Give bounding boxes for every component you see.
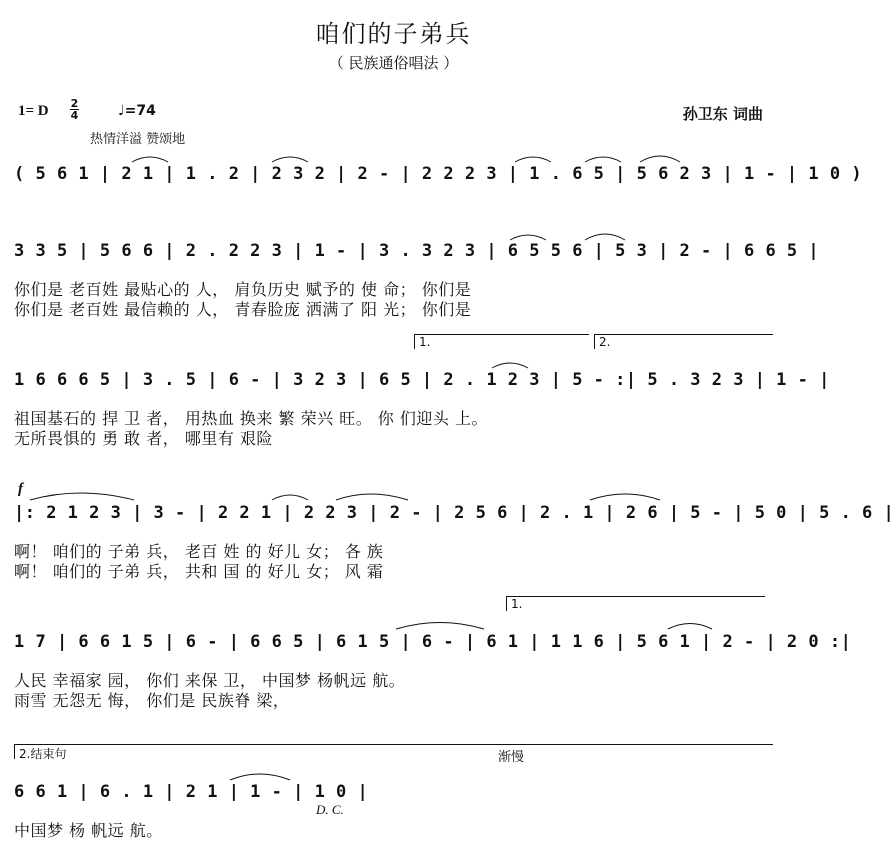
composer-credit: 孙卫东 词曲 — [682, 105, 763, 123]
volta-second: 2. — [594, 334, 773, 349]
lyric-line-2-verse-2: 你们是 老百姓 最信赖的 人， 青春脸庞 洒满了 阳 光； 你们是 — [14, 300, 472, 319]
lyric-line-5-verse-1: 人民 幸福家 园， 你们 来保 卫， 中国梦 杨帆远 航。 — [14, 671, 406, 690]
meter-top: 2 — [70, 97, 79, 110]
notation-line-2: 3 3 5 | 5 6 6 | 2 . 2 2 3 | 1 - | 3 . 3 2 3 | 6 5 5 6 | 5 3 | 2 - | 6 6 5 | — [14, 241, 820, 261]
notation-line-1: ( 5 6 1 | 2 1 | 1 . 2 | 2 3 2 | 2 - | 2 2 2 3 | 1 . 6 5 | 5 6 2 3 | 1 - | 1 0 ) — [14, 164, 863, 184]
dynamic-marking: f — [18, 481, 23, 497]
lyric-line-4-verse-1: 啊！ 咱们的 子弟 兵， 老百 姓 的 好儿 女； 各 族 — [14, 542, 384, 561]
notation-line-4: |: 2 1 2 3 | 3 - | 2 2 1 | 2 2 3 | 2 - | 2 5 6 | 2 . 1 | 2 6 | 5 - | 5 0 | 5 . 6 | — [14, 503, 894, 523]
meter-bottom: 4 — [70, 109, 79, 122]
lyric-line-3-verse-2: 无所畏惧的 勇 敢 者， 哪里有 艰险 — [14, 429, 273, 448]
notation-line-6: 6 6 1 | 6 . 1 | 2 1 | 1 - | 1 0 | — [14, 782, 369, 802]
key-signature: 1= D — [18, 103, 49, 119]
notation-line-3: 1 6 6 6 5 | 3 . 5 | 6 - | 3 2 3 | 6 5 | 2 . 1 2 3 | 5 - :| 5 . 3 2 3 | 1 - | — [14, 370, 830, 390]
volta-first: 1. — [414, 334, 589, 349]
expression-marking: 热情洋溢 赞颂地 — [90, 132, 186, 147]
lyric-line-2-verse-1: 你们是 老百姓 最贴心的 人， 肩负历史 赋予的 使 命； 你们是 — [14, 280, 472, 299]
lyric-line-6: 中国梦 杨 帆远 航。 — [14, 821, 163, 840]
lyric-line-5-verse-2: 雨雪 无怨无 悔， 你们是 民族脊 梁， — [14, 691, 290, 710]
subtitle: （ 民族通俗唱法 ） — [328, 54, 459, 72]
lyric-line-4-verse-2: 啊！ 咱们的 子弟 兵， 共和 国 的 好儿 女； 风 霜 — [14, 562, 384, 581]
lyric-line-3-verse-1: 祖国基石的 捍 卫 者， 用热血 换来 繁 荣兴 旺。 你 们迎头 上。 — [14, 409, 488, 428]
volta-first-b: 1. — [506, 596, 765, 611]
song-title: 咱们的子弟兵 — [315, 20, 472, 48]
tempo-change: 渐慢 — [498, 750, 525, 765]
tempo-marking: ♩=74 — [118, 103, 156, 119]
da-capo-marking: D. C. — [316, 802, 344, 817]
volta-ending: 2.结束句 — [14, 744, 773, 759]
notation-line-5: 1 7 | 6 6 1 5 | 6 - | 6 6 5 | 6 1 5 | 6 - | 6 1 | 1 1 6 | 5 6 1 | 2 - | 2 0 :| — [14, 632, 852, 652]
